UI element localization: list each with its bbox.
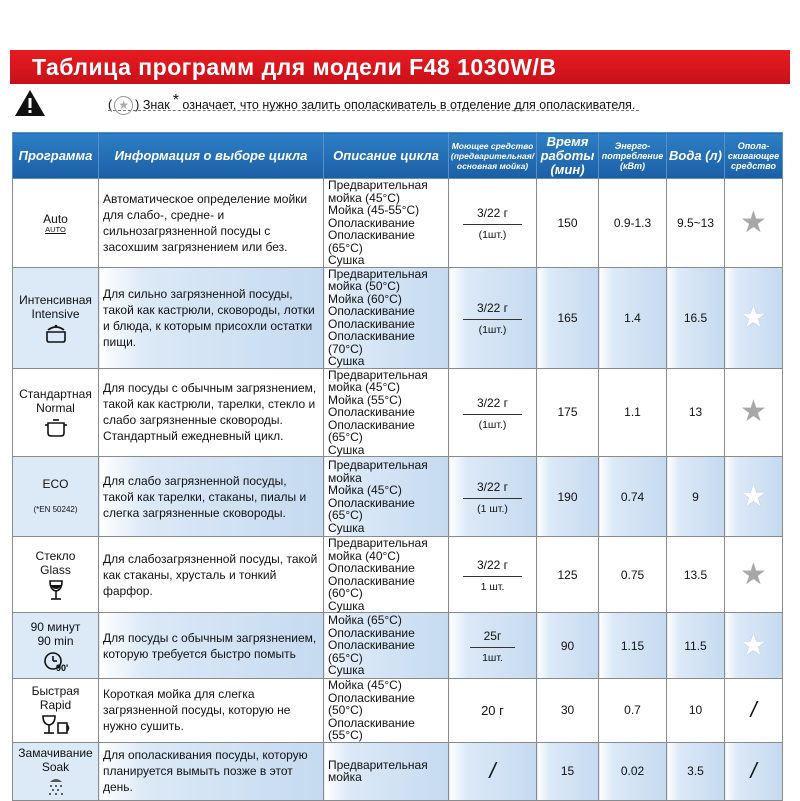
detergent-cell <box>449 679 537 743</box>
header-program: Программа <box>13 133 99 179</box>
cycle-step: Мойка (45°C) <box>328 483 402 497</box>
cycle-step: Сушка <box>328 354 365 368</box>
detergent-tablets: 1шт. <box>482 652 503 664</box>
table-row <box>13 368 783 457</box>
star-icon: ★ <box>740 300 767 334</box>
cycle-step: Сушка <box>328 253 365 267</box>
star-icon: ★ <box>740 628 767 662</box>
cycle-step: Сушка <box>328 663 365 678</box>
energy-value-cell <box>599 742 667 800</box>
energy-value-cell <box>599 457 667 537</box>
detergent-amount: 3/22 г <box>463 478 522 499</box>
svg-text:90': 90' <box>55 662 68 672</box>
header-desc: Описание цикла <box>324 133 449 179</box>
cycle-step: Ополаскивание <box>328 316 415 331</box>
cycle-info-cell <box>99 679 324 743</box>
detergent-amount: 25г <box>470 627 516 648</box>
detergent-amount: 3/22 г <box>463 299 522 320</box>
note-asterisk: * <box>172 92 179 109</box>
detergent-amount: 3/22 г <box>463 204 522 225</box>
cycle-step: Ополаскивание <box>328 215 415 230</box>
cycle-info-cell <box>99 742 324 800</box>
table-row <box>13 179 783 268</box>
detergent-cell <box>449 613 537 679</box>
program-name-en: Rapid <box>39 698 72 713</box>
header-info: Информация о выборе цикла <box>99 133 324 179</box>
cycle-step: Ополаскивание <box>328 405 415 419</box>
pot-icon <box>17 417 94 437</box>
time-value: 175 <box>557 405 578 420</box>
energy-value-cell <box>599 679 667 743</box>
table-row <box>13 267 783 368</box>
program-cell <box>13 679 99 743</box>
time-value-cell <box>537 267 599 368</box>
cycle-step: Ополаскивание <box>328 625 415 640</box>
energy-value: 0.9-1.3 <box>613 215 652 230</box>
star-icon: ★ <box>740 557 767 591</box>
cycle-description-cell <box>324 742 449 800</box>
time-value-cell <box>537 368 599 457</box>
cycle-step: Ополаскивание <box>328 561 415 575</box>
water-value-cell <box>667 613 725 679</box>
energy-value: 1.4 <box>624 310 641 325</box>
star-icon: ★ <box>740 479 767 513</box>
detergent-cell <box>449 742 537 800</box>
header-energy: Энерго- потребление (кВт) <box>599 133 667 179</box>
time-value: 150 <box>557 215 578 230</box>
program-name-en: Intensive <box>31 306 80 321</box>
water-value-cell <box>667 179 725 268</box>
water-value: 3.5 <box>687 764 704 778</box>
water-value-cell <box>667 679 725 743</box>
program-name-en: Normal <box>36 401 75 416</box>
cycle-step: Сушка <box>328 520 365 535</box>
detergent-amount: 3/22 г <box>463 556 522 577</box>
cycle-info-text: Для посуды с обычным загрязнением, такой как кастрюли, тарелки, стекло и слабо загрязненные сковороды. Стандартный ежедневный цикл. <box>103 381 317 444</box>
cycle-description-cell <box>324 613 449 679</box>
cycle-description-cell <box>324 179 449 268</box>
cycle-info-cell <box>99 267 324 368</box>
time-value-cell <box>537 679 599 743</box>
cycle-info-cell <box>99 368 324 457</box>
cycle-step: Предварительная мойка (45°C) <box>328 178 428 205</box>
cycle-info-text: Короткая мойка для слегка загрязненной посуды, которую не нужно сушить. <box>103 687 291 734</box>
program-name-en: 90 min <box>37 633 74 648</box>
program-name: Быстрая <box>31 684 80 699</box>
cycle-step: Мойка (55°C) <box>328 392 402 407</box>
cycle-info-text: Для слабо загрязненной посуды, такой как тарелки, стаканы, пиалы и слегка загрязненные сковороды. <box>103 473 307 520</box>
energy-value-cell <box>599 267 667 368</box>
detergent-cell <box>449 368 537 457</box>
time-value-cell <box>537 457 599 537</box>
header-time: Время работы (мин) <box>537 133 599 179</box>
water-value: 11.5 <box>684 638 707 653</box>
rinse-aid-cell <box>725 742 783 800</box>
water-value: 13.5 <box>683 567 708 582</box>
time-value-cell <box>537 537 599 613</box>
energy-value: 0.74 <box>620 489 645 504</box>
shower-icon <box>17 776 94 796</box>
detergent-tablets: (1шт.) <box>478 418 507 431</box>
warning-icon <box>13 88 47 118</box>
star-icon: ★ <box>740 205 767 239</box>
header-detergent: Моющее средство (предварительная/ основная мойка) <box>449 133 537 179</box>
program-name: Стандартная <box>19 387 92 402</box>
cycle-description-cell <box>324 457 449 537</box>
program-cell <box>13 179 99 268</box>
time-value: 125 <box>557 567 578 582</box>
cycle-step: Сушка <box>328 442 365 457</box>
cycle-info-text: Для слабозагрязненной посуды, такой как стаканы, хрусталь и тонкий фарфор. <box>103 551 318 598</box>
program-cell <box>13 267 99 368</box>
table-row <box>13 537 783 613</box>
cycle-step: Предварительная мойка (40°C) <box>328 536 428 563</box>
auto-icon: AUTO <box>45 224 66 234</box>
note-prefix: Знак <box>142 98 170 112</box>
program-name: 90 минут <box>30 619 81 634</box>
detergent-tablets: (1шт.) <box>478 324 507 336</box>
rinse-aid-cell <box>725 179 783 268</box>
energy-value-cell <box>599 179 667 268</box>
detergent-cell <box>449 457 537 537</box>
header-rinse: Опола- скивающее средство <box>725 133 783 179</box>
program-name: Auto <box>43 211 68 226</box>
energy-value-cell <box>599 613 667 679</box>
energy-value: 1.15 <box>620 638 645 653</box>
cycle-description-cell <box>324 267 449 368</box>
water-value: 9 <box>692 489 699 504</box>
detergent-amount: / <box>489 758 496 783</box>
header-water: Вода (л) <box>667 133 725 179</box>
pot-lid-icon <box>17 323 94 343</box>
time-value: 165 <box>557 310 578 325</box>
energy-value-cell <box>599 368 667 457</box>
program-name: Стекло <box>35 548 76 563</box>
water-value-cell <box>667 457 725 537</box>
rinse-aid-cell <box>725 679 783 743</box>
cycle-info-text: Для ополаскивания посуды, которую планируется вымыть позже в этот день. <box>103 748 308 794</box>
detergent-amount: 3/22 г <box>463 394 522 415</box>
rinse-aid-cell <box>725 457 783 537</box>
detergent-cell <box>449 267 537 368</box>
cycle-info-cell <box>99 537 324 613</box>
water-value-cell <box>667 368 725 457</box>
program-cell <box>13 368 99 457</box>
cycle-step: Сушка <box>328 598 365 613</box>
page-title: Таблица программ для модели F48 1030W/B <box>10 50 790 84</box>
water-value-cell <box>667 742 725 800</box>
water-value: 16.5 <box>683 310 708 325</box>
cycle-step: Ополаскивание (50°C) <box>328 690 415 717</box>
time-value-cell <box>537 613 599 679</box>
water-value-cell <box>667 537 725 613</box>
rinse-aid-cell <box>725 368 783 457</box>
detergent-tablets: (1 шт.) <box>477 503 508 515</box>
note-text: означает, что нужно залить ополаскиватель в отделение для ополаскивателя. <box>182 98 636 112</box>
program-cell <box>13 613 99 679</box>
program-name: Замачивание <box>18 746 93 760</box>
cycle-step: Ополаскивание (65°C) <box>328 495 415 522</box>
table-row <box>13 679 783 743</box>
energy-value: 1.1 <box>624 405 641 420</box>
cycle-step: Мойка (60°C) <box>328 291 402 306</box>
cycle-step: Мойка (65°C) <box>328 613 402 628</box>
not-applicable-mark: / <box>750 758 757 783</box>
cycle-step: Ополаскивание (55°C) <box>328 715 415 742</box>
water-value-cell <box>667 267 725 368</box>
cycle-info-text: Для посуды с обычным загрязнением, которую требуется быстро помыть <box>103 630 317 661</box>
star-icon: ★ <box>114 96 133 115</box>
cycle-step: Ополаскивание (70°C) <box>328 329 415 356</box>
cycle-step: Ополаскивание (65°C) <box>328 638 415 665</box>
cycle-step: Предварительная мойка <box>328 757 428 784</box>
detergent-cell <box>449 179 537 268</box>
cycle-step: Мойка (45°C) <box>328 678 402 692</box>
program-cell <box>13 537 99 613</box>
glass-cup-icon <box>17 714 94 736</box>
cycle-info-cell <box>99 457 324 537</box>
detergent-tablets: (1шт.) <box>478 229 507 242</box>
clock-90-icon <box>17 650 94 672</box>
detergent-amount: 20 г <box>481 702 504 718</box>
time-value-cell <box>537 742 599 800</box>
energy-value: 0.75 <box>620 567 645 582</box>
time-value: 190 <box>557 489 578 504</box>
star-icon: ★ <box>740 395 767 429</box>
cycle-info-text: Автоматическое определение мойки для слабо-, средне- и сильнозагрязненной посуды с засохшим загрязнением или без. <box>103 191 308 254</box>
cycle-step: Предварительная мойка <box>328 458 428 485</box>
energy-value-cell <box>599 537 667 613</box>
rinse-aid-cell <box>725 267 783 368</box>
table-row <box>13 613 783 679</box>
energy-value: 0.02 <box>620 764 645 778</box>
program-name: Интенсивная <box>19 292 92 307</box>
cycle-description-cell <box>324 368 449 457</box>
table-row <box>13 742 783 800</box>
water-value: 10 <box>688 703 703 718</box>
time-value: 30 <box>560 703 575 718</box>
energy-value: 0.7 <box>624 703 641 718</box>
program-table <box>12 132 783 801</box>
program-name: ECO <box>42 476 69 491</box>
detergent-cell <box>449 537 537 613</box>
time-value: 15 <box>560 764 575 778</box>
detergent-tablets: 1 шт. <box>480 581 505 593</box>
cycle-step: Мойка (45-55°C) <box>328 203 420 217</box>
not-applicable-mark: / <box>750 697 757 723</box>
cycle-step: Ополаскивание (65°C) <box>328 417 415 444</box>
program-cell <box>13 457 99 537</box>
glass-icon <box>17 579 94 601</box>
rinse-aid-cell <box>725 537 783 613</box>
cycle-info-cell <box>99 613 324 679</box>
cycle-step: Ополаскивание (60°C) <box>328 573 415 600</box>
water-value: 13 <box>688 405 703 420</box>
cycle-info-cell <box>99 179 324 268</box>
cycle-step: Предварительная мойка (50°C) <box>328 266 428 293</box>
time-value-cell <box>537 179 599 268</box>
time-value: 90 <box>560 638 575 653</box>
rinse-aid-cell <box>725 613 783 679</box>
eco-standard-note: (*EN 50242) <box>33 504 78 514</box>
cycle-description-cell <box>324 537 449 613</box>
water-value: 9.5~13 <box>676 215 715 230</box>
table-header <box>13 133 783 179</box>
table-row <box>13 457 783 537</box>
program-cell <box>13 742 99 800</box>
rinse-aid-note: ( ★ ) Знак * означает, что нужно залить ополаскиватель в отделение для ополаскивателя. <box>108 92 635 115</box>
cycle-description-cell <box>324 679 449 743</box>
cycle-step: Ополаскивание <box>328 304 415 318</box>
program-name-en: Glass <box>40 562 71 577</box>
cycle-info-text: Для сильно загрязненной посуды, такой как кастрюли, сковороды, лотки и блюда, к которым присохли остатки пищи. <box>103 286 315 349</box>
cycle-step: Предварительная мойка (45°C) <box>328 367 428 394</box>
program-name-en: Soak <box>41 760 70 774</box>
cycle-step: Ополаскивание (65°C) <box>328 228 415 255</box>
